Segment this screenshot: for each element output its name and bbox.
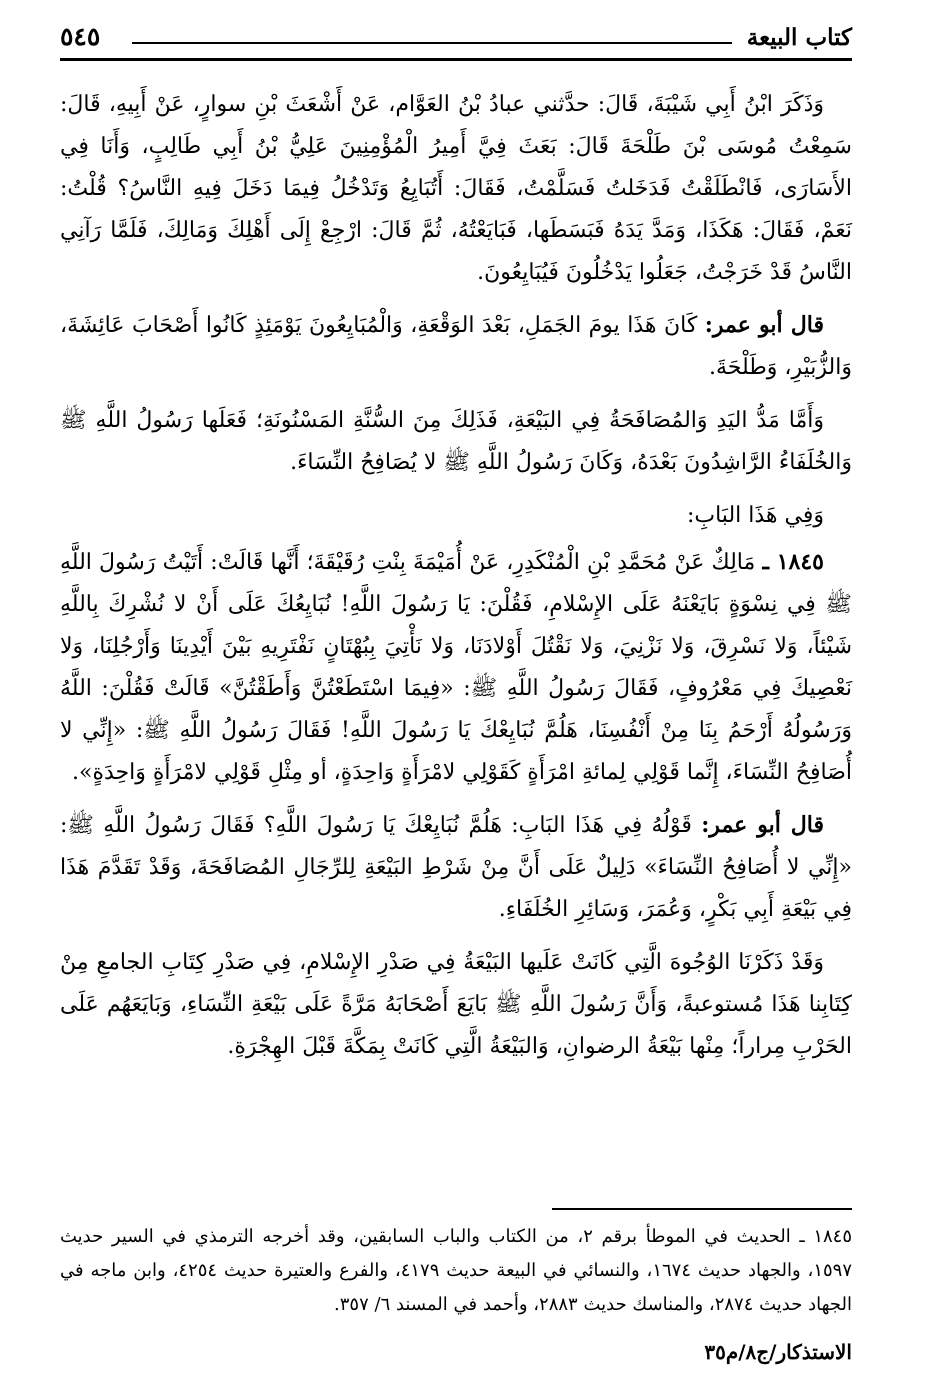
paragraph-text: وَأَمَّا مَدُّ اليَدِ وَالمُصَافَحَةُ فِي البَيْعَةِ، فَذَلِكَ مِنَ السُّنَّةِ المَسْنُونَةِ؛ فَعَلَها رَسُولُ اللَّهِ ﷺ وَالخُلَفَاءُ الرَّاشِدُونَ بَعْدَهُ، وَكَانَ رَسُولُ اللَّهِ ﷺ لا يُصَافِحُ النِّسَاءَ. [60, 408, 852, 475]
paragraph [60, 494, 852, 537]
running-header [60, 18, 852, 61]
main-text [60, 83, 852, 1068]
signature-mark: الاستذكار/ج٨/م٣٥ [704, 1340, 852, 1364]
paragraph-text: مَالِكٌ عَنْ مُحَمَّدِ بْنِ الْمُنْكَدِرِ، عَنْ أُمَيْمَةَ بِنْتِ رُقَيْقَةَ؛ أَنَّها قَالَتْ: أَتَيْتُ رَسُولَ اللَّهِ ﷺ فِي نِسْوَةٍ بَايَعْنَهُ عَلَى الإِسْلامِ، فَقُلْنَ: يَا رَسُولَ اللَّهِ! نُبَايِعُكَ عَلَى أَنْ لا نُشْرِكَ بِاللَّهِ شَيْئاً، وَلا نَسْرِقَ، وَلا نَزْنِيَ، وَلا نَقْتُلَ أَوْلادَنَا، وَلا نَأْتِيَ بِبُهْتَانٍ نَفْتَرِيهِ بَيْنَ أَيْدِينَا وَأَرْجُلِنَا، وَلا نَعْصِيكَ فِي مَعْرُوفٍ، فَقَالَ رَسُولُ اللَّهِ ﷺ: «فِيمَا اسْتَطَعْتُنَّ وَأَطَقْتُنَّ» قَالَتْ فَقُلْنَ: اللَّهُ وَرَسُولُهُ أَرْحَمُ بِنَا مِنْ أَنْفُسِنَا، هَلُمَّ نُبَايِعْكَ يَا رَسُولَ اللَّهِ! فَقَالَ رَسُولُ اللَّهِ ﷺ: «إِنِّي لا أُصَافِحُ النِّسَاءَ، إِنَّما قَوْلِي لِمائةِ امْرَأَةٍ كَقَوْلِي لامْرَأَةٍ وَاحِدَةٍ، أو مِثْلِ قَوْلِي لامْرَأَةٍ وَاحِدَةٍ». [60, 550, 853, 785]
paragraph [60, 941, 852, 1068]
footnotes [60, 1208, 852, 1322]
page-number: ٥٤٥ [60, 22, 101, 51]
hadith-paragraph [60, 541, 852, 794]
paragraph-text: كَانَ هَذَا يومَ الجَمَلِ، بَعْدَ الوَقْعَةِ، وَالْمُبَايِعُونَ يَوْمَئِذٍ كَانُوا أَصْحَابَ عَائِشَةَ، وَالزُّبَيْرِ، وَطَلْحَةَ. [60, 313, 852, 380]
header-rule [132, 42, 732, 44]
footnote-separator [552, 1208, 852, 1210]
paragraph-text: قَوْلُهُ فِي هَذَا البَابِ: هَلُمَّ نُبَايِعْكَ يَا رَسُولَ اللَّهِ؟ فَقَالَ رَسُولُ اللَّهِ ﷺ: «إِنِّي لا أُصَافِحُ النِّسَاءَ» دَلِيلٌ عَلَى أَنَّ مِنْ شَرْطِ البَيْعَةِ لِلرِّجَالِ المُصَافَحَةَ، وَقَدْ تَقَدَّمَ هَذَا فِي بَيْعَةِ أَبِي بَكْرٍ، وَعُمَرَ، وَسَائِرِ الخُلَفَاءِ. [60, 813, 852, 922]
paragraph [60, 399, 852, 484]
paragraph [60, 804, 852, 931]
book-page [60, 18, 852, 1378]
paragraph [60, 304, 852, 389]
paragraph-lead: قال أبو عمر: [701, 812, 824, 838]
footnote: ١٨٤٥ ـ الحديث في الموطأ برقم ٢، من الكتاب والباب السابقين، وقد أخرجه الترمذي في السير حديث ١٥٩٧، والجهاد حديث ١٦٧٤، والنسائي في البيعة حديث ٤١٧٩، والفرع والعتيرة حديث ٤٢٥٤، وابن ماجه في الجهاد حديث ٢٨٧٤، والمناسك حديث ٢٨٨٣، وأحمد في المسند ٦/ ٣٥٧. [60, 1226, 853, 1315]
paragraph [60, 83, 852, 294]
paragraph-text: وَذَكَرَ ابْنُ أَبِي شَيْبَةَ، قَالَ: حدَّثني عبادُ بْنُ العَوَّام، عَنْ أَشْعَثَ بْنِ سوارٍ، عَنْ أَبِيهِ، قَالَ: سَمِعْتُ مُوسَى بْنَ طَلْحَةَ قَالَ: بَعَثَ فِيَّ أَمِيرُ الْمُؤْمِنِينَ عَلِيُّ بْنُ أَبِي طَالِبٍ، وَأَنَا فِي الأَسَارَى، فَانْطَلَقْتُ فَدَخَلتُ فَسَلَّمْتُ، فَقَالَ: أَتُبَايِعُ وَتَدْخُلُ فِيمَا دَخَلَ فِيهِ النَّاسُ؟ قُلْتُ: نَعَمْ، فَقَالَ: هَكَذَا، وَمَدَّ يَدَهُ فَبَسَطَها، فَبَايَعْتُهُ، ثُمَّ قَالَ: ارْجِعْ إِلَى أَهْلِكَ وَمَالِكَ، فَلَمَّا رَآنِي النَّاسُ قَدْ خَرَجْتُ، جَعَلُوا يَدْخُلُونَ فَيُبَايِعُونَ. [60, 92, 852, 285]
paragraph-text: وَقَدْ ذَكَرْنَا الوُجُوهَ الَّتِي كَانَتْ عَلَيها البَيْعَةُ فِي صَدْرِ الإِسْلامِ، فِي صَدْرِ كِتَابِ الجامعِ مِنْ كِتَابِنا هَذَا مُستوعبةً، وَأَنَّ رَسُولَ اللَّهِ ﷺ بَايَعَ أَصْحَابَهُ مَرَّةً عَلَى بَيْعَةِ النِّسَاءِ، وَبَايَعَهُم عَلَى الحَرْبِ مِراراً؛ مِنْها بَيْعَةُ الرضوانِ، وَالبَيْعَةُ الَّتِي كَانَتْ بِمَكَّةَ قَبْلَ الهِجْرَةِ. [60, 950, 852, 1059]
hadith-number: ١٨٤٥ ـ [762, 549, 824, 575]
paragraph-lead: قال أبو عمر: [704, 312, 824, 338]
chapter-title: كتاب البيعة [746, 24, 852, 51]
paragraph-text: وَفِي هَذَا البَابِ: [686, 503, 824, 528]
